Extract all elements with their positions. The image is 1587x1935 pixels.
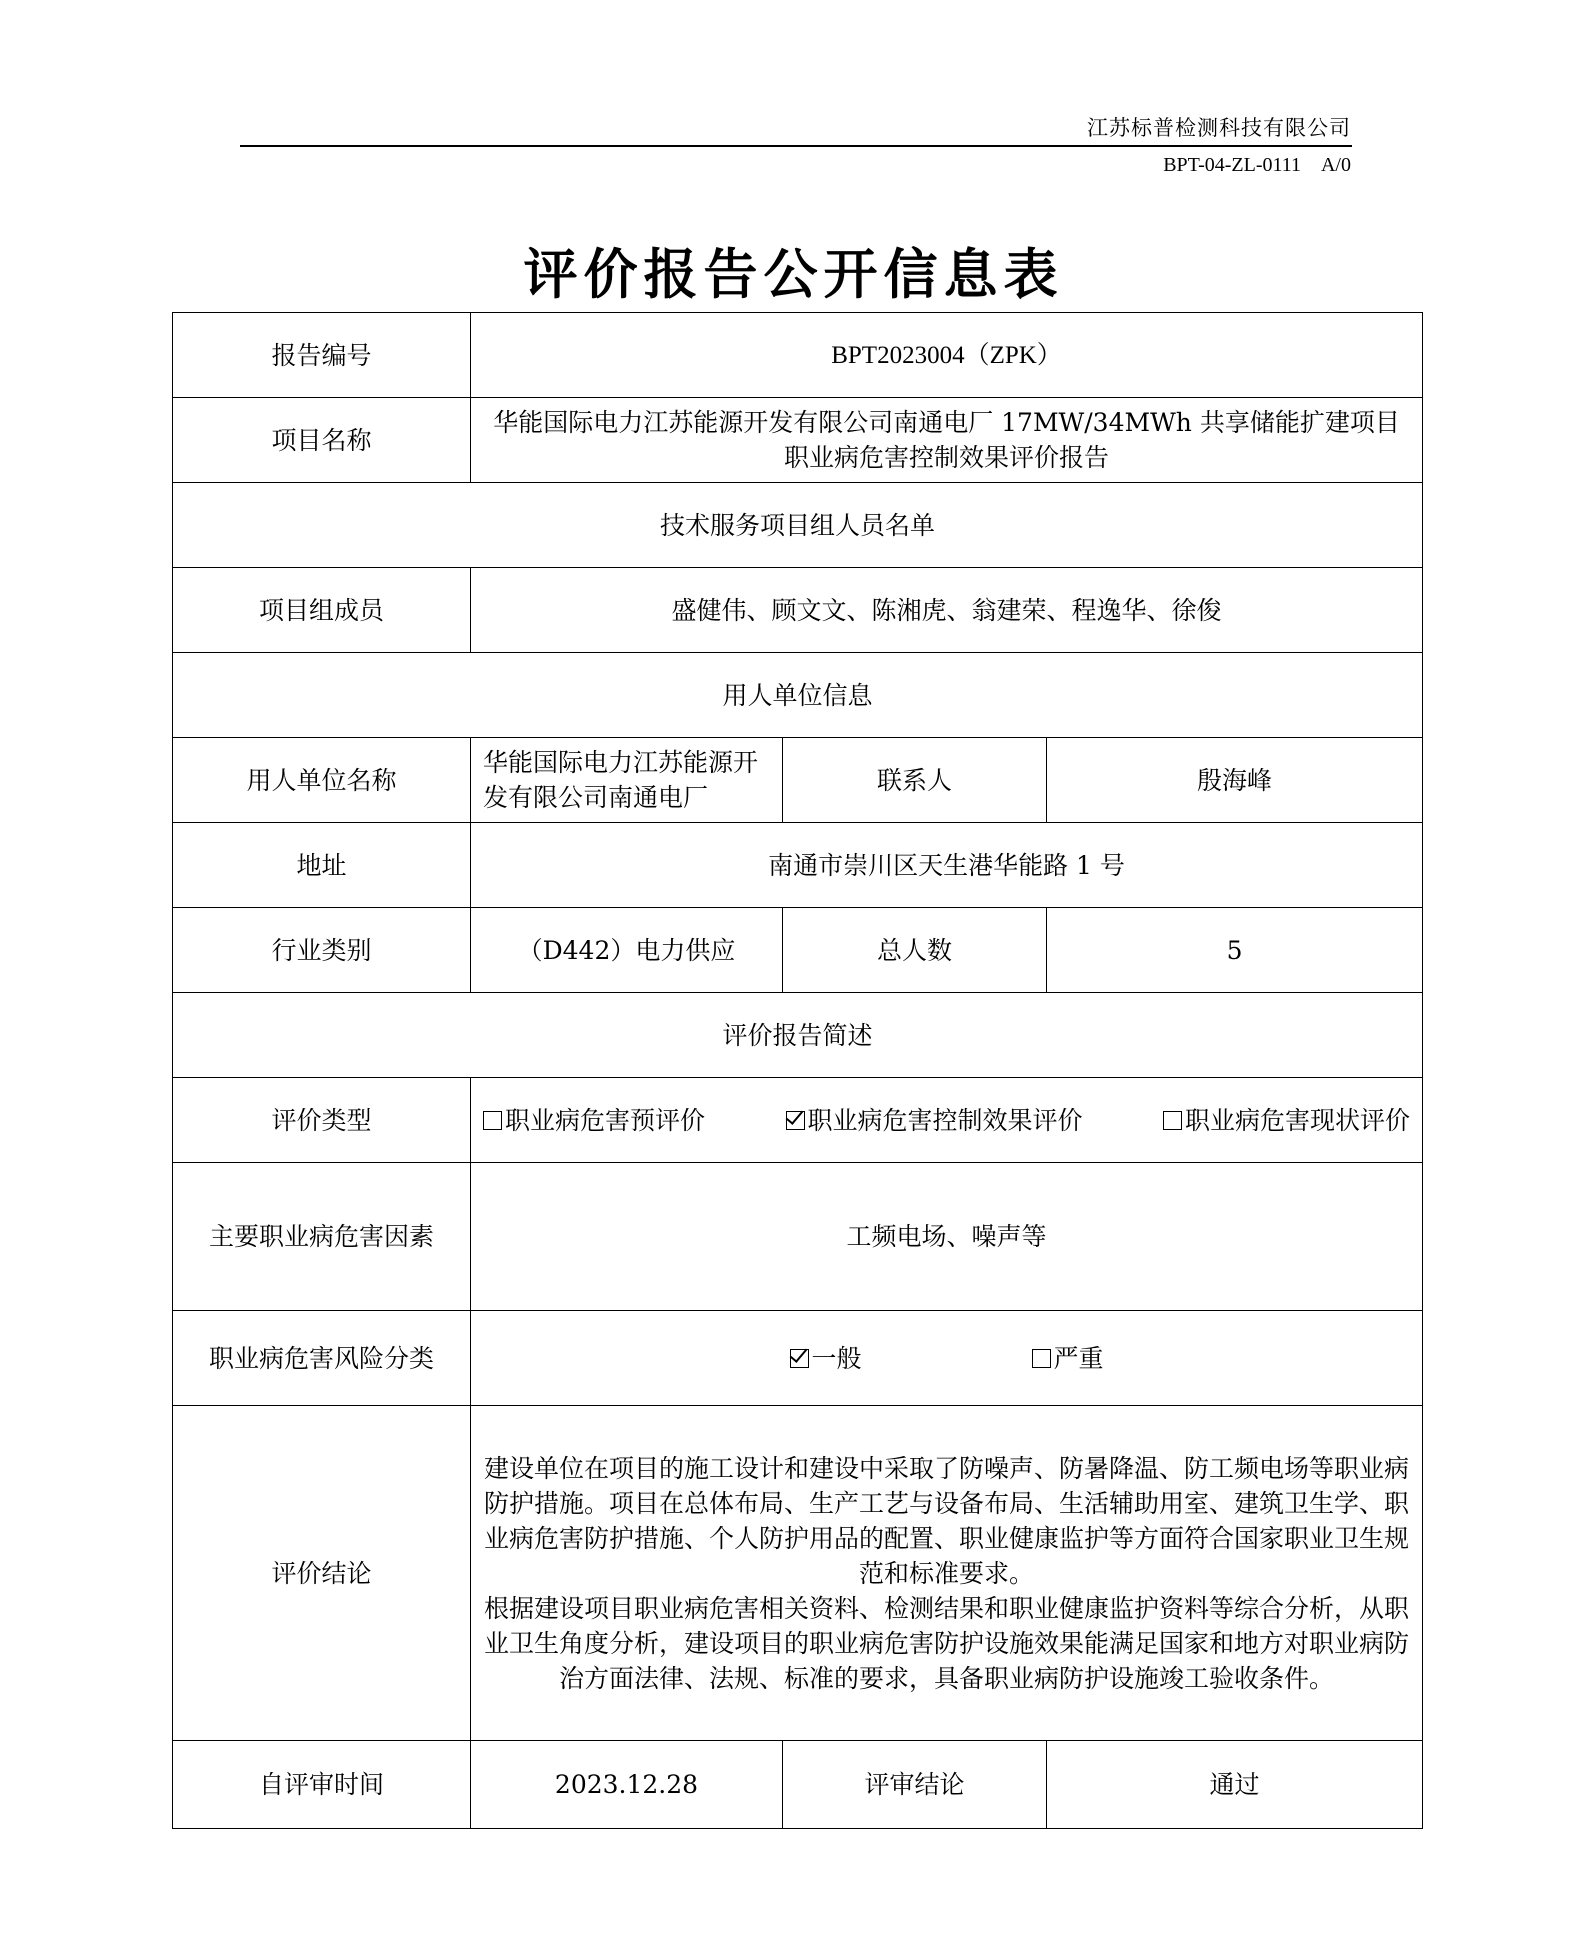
- risk-option[interactable]: 一般: [790, 1341, 862, 1376]
- industry-value: （D442）电力供应: [471, 908, 783, 993]
- row-employer-name: [173, 738, 1423, 823]
- eval-type-options: [471, 1078, 1423, 1163]
- page-title: 评价报告公开信息表: [523, 242, 1064, 306]
- row-summary-section: [173, 993, 1423, 1078]
- hazards-value: 工频电场、噪声等: [471, 1163, 1423, 1311]
- contact-label: 联系人: [783, 738, 1047, 823]
- row-report-no: [173, 313, 1423, 398]
- row-employer-section: [173, 653, 1423, 738]
- row-hazards: [173, 1163, 1423, 1311]
- project-name-value: 华能国际电力江苏能源开发有限公司南通电厂 17MW/34MWh 共享储能扩建项目职业病危害控制效果评价报告: [471, 398, 1423, 483]
- review-time-label: 自评审时间: [173, 1741, 471, 1829]
- team-members-label: 项目组成员: [173, 568, 471, 653]
- summary-section-heading: 评价报告简述: [173, 993, 1423, 1078]
- employer-section-heading: 用人单位信息: [173, 653, 1423, 738]
- employer-name-label: 用人单位名称: [173, 738, 471, 823]
- checkbox-icon[interactable]: [1032, 1349, 1051, 1368]
- row-team-members: [173, 568, 1423, 653]
- team-members-value: 盛健伟、顾文文、陈湘虎、翁建荣、程逸华、徐俊: [471, 568, 1423, 653]
- checked-checkbox-icon[interactable]: [790, 1349, 809, 1368]
- review-result-value: 通过: [1047, 1741, 1423, 1829]
- industry-label: 行业类别: [173, 908, 471, 993]
- headcount-value: 5: [1047, 908, 1423, 993]
- review-time-value: 2023.12.28: [471, 1741, 783, 1829]
- eval-type-label: 评价类型: [173, 1078, 471, 1163]
- row-risk: [173, 1311, 1423, 1406]
- hazards-label: 主要职业病危害因素: [173, 1163, 471, 1311]
- row-team-section: [173, 483, 1423, 568]
- row-project-name: [173, 398, 1423, 483]
- team-section-heading: 技术服务项目组人员名单: [173, 483, 1423, 568]
- checkbox-icon[interactable]: [1163, 1111, 1182, 1130]
- conclusion-paragraph: 根据建设项目职业病危害相关资料、检测结果和职业健康监护资料等综合分析，从职业卫生角度分析，建设项目的职业病危害防护设施效果能满足国家和地方对职业病防治方面法律、法规、标准的要求，具备职业病防护设施竣工验收条件。: [484, 1593, 1410, 1693]
- review-result-label: 评审结论: [783, 1741, 1047, 1829]
- checkbox-icon[interactable]: [483, 1111, 502, 1130]
- conclusion-label: 评价结论: [173, 1406, 471, 1741]
- report-no-value: BPT2023004（ZPK）: [471, 313, 1423, 398]
- employer-name-value: 华能国际电力江苏能源开发有限公司南通电厂: [471, 738, 783, 823]
- eval-type-option[interactable]: 职业病危害控制效果评价: [786, 1103, 1083, 1138]
- info-table: [172, 312, 1423, 1829]
- row-address: [173, 823, 1423, 908]
- contact-value: 殷海峰: [1047, 738, 1423, 823]
- risk-options: [471, 1311, 1423, 1406]
- address-label: 地址: [173, 823, 471, 908]
- risk-label: 职业病危害风险分类: [173, 1311, 471, 1406]
- address-value: 南通市崇川区天生港华能路 1 号: [471, 823, 1423, 908]
- company-name: 江苏标普检测科技有限公司: [1087, 116, 1351, 140]
- document-code: BPT-04-ZL-0111 A/0: [1163, 154, 1351, 176]
- row-industry: [173, 908, 1423, 993]
- risk-option[interactable]: 严重: [1032, 1341, 1104, 1376]
- row-conclusion: [173, 1406, 1423, 1741]
- conclusion-text: [471, 1406, 1423, 1741]
- row-review: [173, 1741, 1423, 1829]
- headcount-label: 总人数: [783, 908, 1047, 993]
- report-no-label: 报告编号: [173, 313, 471, 398]
- checked-checkbox-icon[interactable]: [786, 1111, 805, 1130]
- eval-type-option[interactable]: 职业病危害现状评价: [1163, 1103, 1410, 1138]
- conclusion-paragraph: 建设单位在项目的施工设计和建设中采取了防噪声、防暑降温、防工频电场等职业病防护措施。项目在总体布局、生产工艺与设备布局、生活辅助用室、建筑卫生学、职业病危害防护措施、个人防护用品的配置、职业健康监护等方面符合国家职业卫生规范和标准要求。: [484, 1453, 1410, 1588]
- row-eval-type: [173, 1078, 1423, 1163]
- header-rule: [240, 145, 1352, 147]
- project-name-label: 项目名称: [173, 398, 471, 483]
- eval-type-option[interactable]: 职业病危害预评价: [483, 1103, 705, 1138]
